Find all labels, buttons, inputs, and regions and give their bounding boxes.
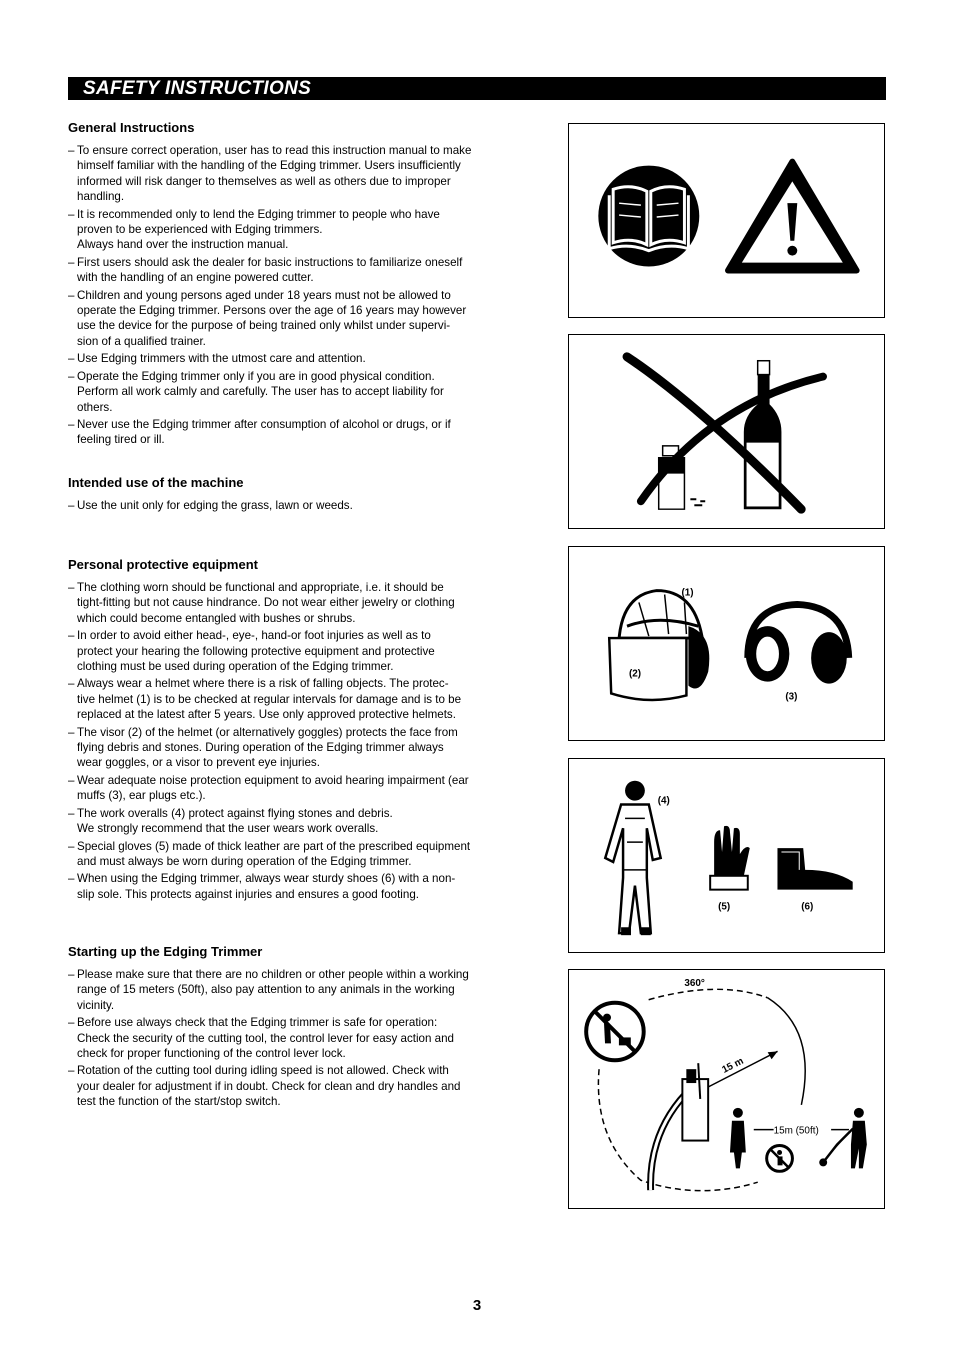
text-line: tive helmet (1) is to be checked at regular intervals for damage and is to be <box>77 692 462 706</box>
bullet-list <box>68 580 528 902</box>
range-radius-label: 15 m <box>720 1055 746 1076</box>
text-line: – It is recommended only to lend the Edging trimmer to people who have <box>77 207 440 221</box>
text-line: Check the security of the cutting tool, the control lever for easy action and <box>77 1031 455 1045</box>
text-line: which could become entangled with bushes or shrubs. <box>77 611 356 625</box>
figure-read-manual-warning <box>568 123 885 318</box>
text-line: test the function of the start/stop switch. <box>77 1095 281 1109</box>
figure-overalls-gloves-shoes <box>568 758 885 953</box>
text-line: – Use the unit only for edging the grass, lawn or weeds. <box>77 499 353 512</box>
text-line: Always hand over the instruction manual. <box>77 238 289 252</box>
text-line: tight-fitting but not cause hindrance. Do not wear either jewelry or clothing <box>77 596 455 610</box>
bullet-item <box>68 369 528 415</box>
text-line: – First users should ask the dealer for basic instructions to familiarize oneself <box>77 255 463 269</box>
text-line: – Always wear a helmet where there is a risk of falling objects. The protec- <box>77 677 449 691</box>
bullet-item <box>68 255 528 286</box>
overalls-label: (4) <box>657 795 670 807</box>
text-line: – The work overalls (4) protect against flying stones and debris. <box>77 806 393 820</box>
text-line: with the handling of an engine powered cutter. <box>77 271 314 285</box>
text-line: check for proper functioning of the control lever lock. <box>77 1047 346 1061</box>
helmet-label: (1) <box>681 587 694 599</box>
bullet-item <box>68 773 528 804</box>
helmet-icon <box>609 591 709 700</box>
operator-icon <box>819 1108 867 1168</box>
section-intended-use <box>68 475 528 515</box>
range-distance-label: 15m (50ft) <box>773 1125 819 1137</box>
earmuffs-icon <box>746 604 849 683</box>
text-line: slip sole. This protects against injuries and ensures a good footing. <box>77 887 420 901</box>
bullet-item <box>68 351 528 366</box>
bullet-item <box>68 839 528 870</box>
gloves-label: (5) <box>718 901 731 913</box>
prohibition-cross-icon <box>627 357 823 509</box>
bullet-item <box>68 967 528 1013</box>
text-line: – When using the Edging trimmer, always wear sturdy shoes (6) with a non- <box>77 872 456 886</box>
bullet-item <box>68 288 528 350</box>
bullet-item <box>68 417 528 448</box>
text-line: feeling tired or ill. <box>77 433 165 447</box>
earmuffs-label: (3) <box>785 691 798 703</box>
text-line: operate the Edging trimmer. Persons over the age of 16 years may however <box>77 304 467 318</box>
no-person-icon <box>767 1146 793 1172</box>
book-icon <box>598 166 699 267</box>
figure-helmet-earmuffs <box>568 546 885 741</box>
section-heading: Intended use of the machine <box>68 475 244 490</box>
text-line: muffs (3), ear plugs etc.). <box>77 789 206 803</box>
range-angle-label: 360° <box>684 977 705 989</box>
text-line: – In order to avoid either head-, eye-, hand-or foot injuries as well as to <box>77 629 431 643</box>
text-line: protect your hearing the following protective equipment and protective <box>77 644 435 658</box>
boot-icon <box>777 848 852 890</box>
text-line: your dealer for adjustment if in doubt. Check for clean and dry handles and <box>77 1079 461 1093</box>
bullet-item <box>68 1015 528 1061</box>
text-line: wear goggles, or a visor to prevent eye injuries. <box>77 756 320 770</box>
text-line: – Use Edging trimmers with the utmost care and attention. <box>77 352 366 366</box>
text-line: informed will risk danger to themselves as well as others due to improper <box>77 174 451 188</box>
section-heading: General Instructions <box>68 120 195 135</box>
figure-no-alcohol <box>568 334 885 529</box>
text-line: vicinity. <box>77 998 115 1012</box>
bullet-list <box>68 143 528 448</box>
text-line: Perform all work calmly and carefully. The user has to accept liability for <box>77 385 444 399</box>
text-line: – Children and young persons aged under 18 years must not be allowed to <box>77 288 451 302</box>
section-starting-up <box>68 944 528 1112</box>
bullet-list <box>68 967 528 1110</box>
text-line: We strongly recommend that the user wears work overalls. <box>77 822 379 836</box>
bullet-item <box>68 676 528 722</box>
text-line: – The visor (2) of the helmet (or alternatively goggles) protects the face from <box>77 725 458 739</box>
text-line: and must always be worn during operation of the Edging trimmer. <box>77 854 412 868</box>
bullet-item <box>68 498 528 513</box>
text-line: handling. <box>77 190 125 204</box>
text-line: himself familiar with the handling of the Edging trimmer. Users insufficiently <box>77 159 461 173</box>
page-number: 3 <box>472 1297 482 1314</box>
trimmer-icon <box>651 1063 709 1190</box>
figure-working-range <box>568 969 885 1209</box>
text-line: proven to be experienced with Edging trimmers. <box>77 223 323 237</box>
text-line: – Special gloves (5) made of thick leather are part of the prescribed equipment <box>77 839 471 853</box>
visor-label: (2) <box>629 668 642 680</box>
bullet-item <box>68 143 528 205</box>
section-general <box>68 120 528 450</box>
text-line: – The clothing worn should be functional and appropriate, i.e. it should be <box>77 581 444 594</box>
bullet-item <box>68 580 528 626</box>
bullet-item <box>68 806 528 837</box>
section-heading: Personal protective equipment <box>68 557 258 572</box>
section-banner <box>68 77 886 100</box>
bullet-item <box>68 725 528 771</box>
bullet-item <box>68 628 528 674</box>
section-ppe <box>68 557 528 904</box>
page-title: SAFETY INSTRUCTIONS <box>83 78 312 99</box>
text-line: others. <box>77 400 113 414</box>
bullet-list <box>68 498 528 513</box>
text-line: – Wear adequate noise protection equipment to avoid hearing impairment (ear <box>77 773 469 787</box>
glove-icon <box>710 826 750 890</box>
text-line: sion of a qualified trainer. <box>77 334 206 348</box>
text-line: clothing must be used during operation of the Edging trimmer. <box>77 660 394 674</box>
text-line: – Never use the Edging trimmer after consumption of alcohol or drugs, or if <box>77 417 451 431</box>
text-line: use the device for the purpose of being trained only whilst under supervi- <box>77 319 451 333</box>
text-line: – To ensure correct operation, user has to read this instruction manual to make <box>77 144 472 157</box>
bullet-item <box>68 207 528 253</box>
text-line: flying debris and stones. During operation of the Edging trimmer always <box>77 741 444 755</box>
bullet-item <box>68 871 528 902</box>
bullet-item <box>68 1063 528 1109</box>
bystander-icon <box>730 1108 746 1168</box>
warning-icon <box>728 162 857 271</box>
worker-overalls-icon <box>605 781 660 935</box>
text-line: – Before use always check that the Edging trimmer is safe for operation: <box>77 1016 438 1030</box>
no-people-animals-icon <box>586 1003 644 1061</box>
text-line: – Operate the Edging trimmer only if you are in good physical condition. <box>77 369 435 383</box>
text-line: range of 15 meters (50ft), also pay attention to any animals in the working <box>77 983 455 997</box>
text-line: – Rotation of the cutting tool during idling speed is not allowed. Check with <box>77 1064 449 1078</box>
section-heading: Starting up the Edging Trimmer <box>68 944 263 959</box>
shoes-label: (6) <box>801 901 814 913</box>
text-line: – Please make sure that there are no children or other people within a working <box>77 968 469 981</box>
text-line: replaced at the latest after 5 years. Use only approved protective helmets. <box>77 708 456 722</box>
